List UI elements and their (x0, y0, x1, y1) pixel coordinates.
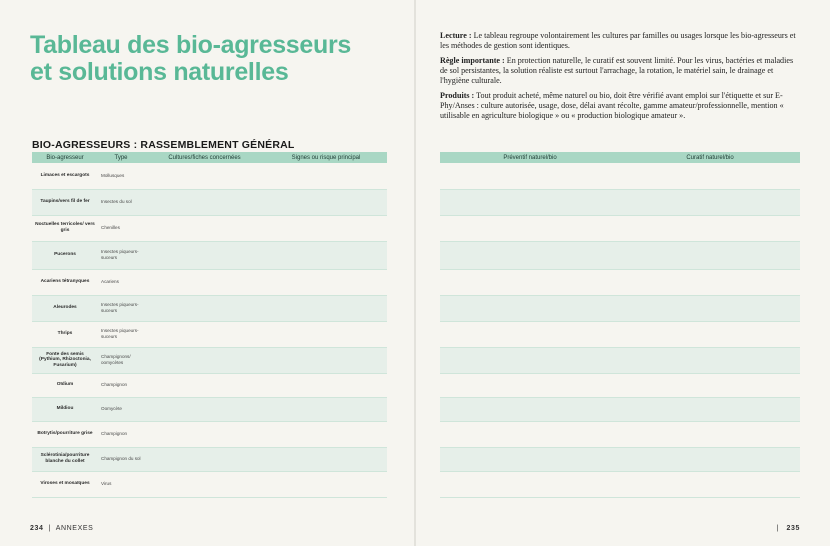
bio-agresseur-cell: Thrips (32, 321, 98, 347)
table-row (32, 215, 387, 241)
table-row (440, 163, 800, 189)
table-row (32, 295, 387, 321)
type-cell: Virus (98, 471, 144, 497)
type-cell: Insectes piqueurs-suceurs (98, 241, 144, 269)
cultures-cell (144, 241, 265, 269)
preventif-cell (440, 397, 620, 421)
type-cell: Insectes piqueurs-suceurs (98, 295, 144, 321)
table-row (440, 421, 800, 447)
table-row (440, 373, 800, 397)
type-cell: Champignons/ oomycètes (98, 347, 144, 373)
table-row (440, 215, 800, 241)
preventif-cell (440, 215, 620, 241)
preventif-cell (440, 189, 620, 215)
table-row (32, 241, 387, 269)
folio-separator: | (776, 525, 784, 532)
curatif-cell (620, 373, 800, 397)
signes-cell (265, 373, 387, 397)
page-title (30, 32, 390, 86)
curatif-cell (620, 189, 800, 215)
table-row (440, 347, 800, 373)
signes-cell (265, 471, 387, 497)
preventif-cell (440, 421, 620, 447)
page-number-right: 235 (786, 525, 800, 532)
preventif-cell (440, 373, 620, 397)
table-row (440, 471, 800, 497)
signes-cell (265, 347, 387, 373)
intro-body: Le tableau regroupe volontairement les cultures par familles ou usages lorsque les bio-agresseurs et les méthodes de gestion sont identiques. (440, 31, 796, 50)
cultures-cell (144, 421, 265, 447)
type-cell: Insectes du sol (98, 189, 144, 215)
cultures-cell (144, 215, 265, 241)
bio-agresseur-cell: Botrytis/pourriture grise (32, 421, 98, 447)
solutions-table (440, 152, 800, 498)
intro-text-block (440, 31, 800, 126)
bio-agresseur-cell: Viroses et mosaïques (32, 471, 98, 497)
bio-agresseur-cell: Taupins/vers fil de fer (32, 189, 98, 215)
cultures-cell (144, 471, 265, 497)
table-row (32, 397, 387, 421)
signes-cell (265, 447, 387, 471)
table-row (440, 189, 800, 215)
bio-agresseurs-table (32, 152, 387, 498)
cultures-cell (144, 347, 265, 373)
cultures-cell (144, 397, 265, 421)
curatif-cell (620, 347, 800, 373)
table-row (440, 397, 800, 421)
signes-cell (265, 321, 387, 347)
type-cell: Mollusques (98, 163, 144, 189)
signes-cell (265, 241, 387, 269)
signes-cell (265, 421, 387, 447)
preventif-cell (440, 471, 620, 497)
table-row (32, 189, 387, 215)
intro-paragraph (440, 91, 800, 121)
cultures-cell (144, 321, 265, 347)
intro-body: En protection naturelle, le curatif est souvent limité. Pour les virus, bactéries et maladies de sol persistantes, la solution réaliste est surtout l'arrachage, la rotation, le matériel sain, le drainage et l'hygiène culturale. (440, 56, 794, 85)
table-row (440, 295, 800, 321)
signes-cell (265, 269, 387, 295)
bio-agresseur-cell: Oïdium (32, 373, 98, 397)
cultures-cell (144, 269, 265, 295)
intro-paragraph (440, 56, 800, 86)
table-row (32, 347, 387, 373)
preventif-cell (440, 347, 620, 373)
preventif-cell (440, 163, 620, 189)
left-folio (30, 525, 93, 532)
column-header: Curatif naturel/bio (620, 152, 800, 163)
signes-cell (265, 163, 387, 189)
table-row (32, 269, 387, 295)
table-row (32, 321, 387, 347)
intro-label: Règle importante : (440, 56, 505, 65)
signes-cell (265, 295, 387, 321)
cultures-cell (144, 447, 265, 471)
bio-agresseur-cell: Limaces et escargots (32, 163, 98, 189)
signes-cell (265, 215, 387, 241)
folio-separator: | (46, 525, 54, 532)
section-title: BIO-AGRESSEURS : RASSEMBLEMENT GÉNÉRAL (32, 139, 295, 151)
table-row (440, 241, 800, 269)
table-row (32, 447, 387, 471)
curatif-cell (620, 421, 800, 447)
table-row (32, 163, 387, 189)
type-cell: Acariens (98, 269, 144, 295)
table-row (440, 269, 800, 295)
preventif-cell (440, 295, 620, 321)
page-gutter (414, 0, 416, 546)
intro-body: Tout produit acheté, même naturel ou bio, doit être vérifié avant emploi sur l'étiquette et sur E-Phy/Anses : culture autorisée, usage, dose, délai avant récolte, gamme amateur/professionnelle, mention « utilisable en agriculture biologique » ou « production biologique amateur ». (440, 91, 784, 120)
table-row (440, 447, 800, 471)
type-cell: Oomycète (98, 397, 144, 421)
signes-cell (265, 397, 387, 421)
bio-agresseur-cell: Aleurodes (32, 295, 98, 321)
folio-label: ANNEXES (55, 525, 94, 532)
cultures-cell (144, 373, 265, 397)
preventif-cell (440, 321, 620, 347)
table-row (32, 421, 387, 447)
intro-label: Produits : (440, 91, 475, 100)
curatif-cell (620, 471, 800, 497)
curatif-cell (620, 447, 800, 471)
bio-agresseur-cell: Mildiou (32, 397, 98, 421)
table-row (32, 373, 387, 397)
table-header-row (32, 152, 387, 163)
preventif-cell (440, 447, 620, 471)
curatif-cell (620, 241, 800, 269)
cultures-cell (144, 189, 265, 215)
intro-paragraph (440, 31, 800, 51)
curatif-cell (620, 295, 800, 321)
bio-agresseur-cell: Noctuelles terricoles/ vers gris (32, 215, 98, 241)
type-cell: Champignon (98, 373, 144, 397)
column-header: Préventif naturel/bio (440, 152, 620, 163)
column-header: Bio-agresseur (32, 152, 98, 163)
bio-agresseur-cell: Acariens tétranyques (32, 269, 98, 295)
type-cell: Insectes piqueurs-suceurs (98, 321, 144, 347)
intro-label: Lecture : (440, 31, 472, 40)
bio-agresseur-cell: Pucerons (32, 241, 98, 269)
curatif-cell (620, 397, 800, 421)
type-cell: Champignon du sol (98, 447, 144, 471)
table-row (32, 471, 387, 497)
page-number-left: 234 (30, 525, 44, 532)
cultures-cell (144, 295, 265, 321)
title-line-1: Tableau des bio-agresseurs (30, 31, 352, 59)
column-header: Type (98, 152, 144, 163)
right-folio (776, 525, 800, 532)
curatif-cell (620, 269, 800, 295)
title-line-2: et solutions naturelles (30, 58, 289, 86)
type-cell: Chenilles (98, 215, 144, 241)
curatif-cell (620, 163, 800, 189)
type-cell: Champignon (98, 421, 144, 447)
bio-agresseur-cell: Sclérotinia/pourriture blanche du collet (32, 447, 98, 471)
preventif-cell (440, 241, 620, 269)
column-header: Signes ou risque principal (265, 152, 387, 163)
curatif-cell (620, 321, 800, 347)
preventif-cell (440, 269, 620, 295)
table-row (440, 321, 800, 347)
bio-agresseur-cell: Fonte des semis (Pythium, Rhizoctonia, Fusarium) (32, 347, 98, 373)
column-header: Cultures/fiches concernées (144, 152, 265, 163)
cultures-cell (144, 163, 265, 189)
signes-cell (265, 189, 387, 215)
table-header-row (440, 152, 800, 163)
curatif-cell (620, 215, 800, 241)
